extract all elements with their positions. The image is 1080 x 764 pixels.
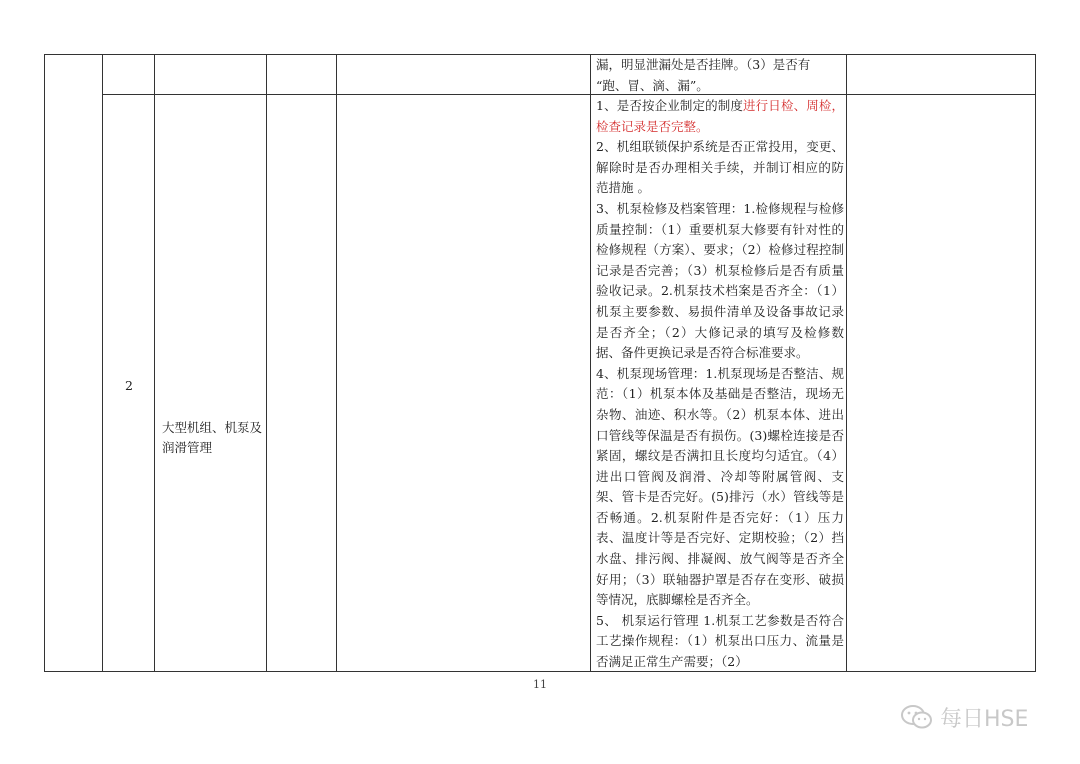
table-bottom-border [44,671,1036,672]
row1-content-cell [596,55,844,96]
row-divider [102,94,1036,95]
wechat-icon [900,704,934,730]
row2-para-5: 5、 机泵运行管理 1.机泵工艺参数是否符合工艺操作规程：（1）机泵出口压力、流量是否满足正常生产需要；（2） [596,612,844,670]
watermark [900,703,1028,731]
col-border-7 [846,54,847,672]
row2-para-1-normal: 1、是否按企业制定的制度 [596,98,744,113]
row2-para-4: 4、机泵现场管理：1.机泵现场是否整洁、规范：（1）机泵本体及基础是否整洁，现场无杂物、油迹、积水等。（2）机泵本体、进出口管线等保温是否有损伤。(3)螺栓连接是否紧固，螺纹是否满扣且长度均匀适宜。（4）进出口管阀及润滑、冷却等附属管阀、支架、管卡是否完好。(5)排污（水）管线等是否畅通。2.机泵附件是否完好：（1）压力表、温度计等是否完好、定期校验；（2）挡水盘、排污阀、排凝阀、放气阀等是否齐全好用；（3）联轴器护罩是否存在变形、破损等情况，底脚螺栓是否齐全。 [596,365,844,608]
col-border-4 [266,54,267,672]
row1-content-line-2: “跑、冒、滴、漏”。 [596,77,709,93]
row2-para-1-highlight: 进行日检、周检，检查记录是否完整。 [596,98,844,134]
row2-para-1 [596,96,844,137]
watermark-text: 每日HSE [940,706,1029,732]
row2-para-3: 3、机泵检修及档案管理：1.检修规程与检修质量控制：（1）重要机泵大修要有针对性的检修规程（方案）、要求；（2）检修过程控制记录是否完善；（3）机泵检修后是否有质量验收记录。2.机泵技术档案是否齐全：（1）机泵主要参数、易损件清单及设备事故记录是否齐全；（2）大修记录的填写及检修数据、备件更换记录是否符合标准要求。 [596,200,844,361]
row2-para-2: 2、机组联锁保护系统是否正常投用，变更、解除时是否办理相关手续，并制订相应的防范措施 。 [596,139,844,196]
page-number: 11 [533,678,547,691]
row1-content-line-1: 漏，明显泄漏处是否挂牌。（3）是否有 [596,57,811,72]
col-border-6 [590,54,591,672]
row2-content-cell [596,96,844,673]
col-border-1 [44,54,45,672]
col-border-8 [1035,54,1036,672]
col-border-5 [336,54,337,672]
col-border-3 [154,54,155,672]
row2-seq-number: 2 [125,378,133,393]
row2-item-name: 大型机组、机泵及润滑管理 [162,420,263,455]
table-top-border [44,54,1036,55]
col-border-2 [102,54,103,672]
